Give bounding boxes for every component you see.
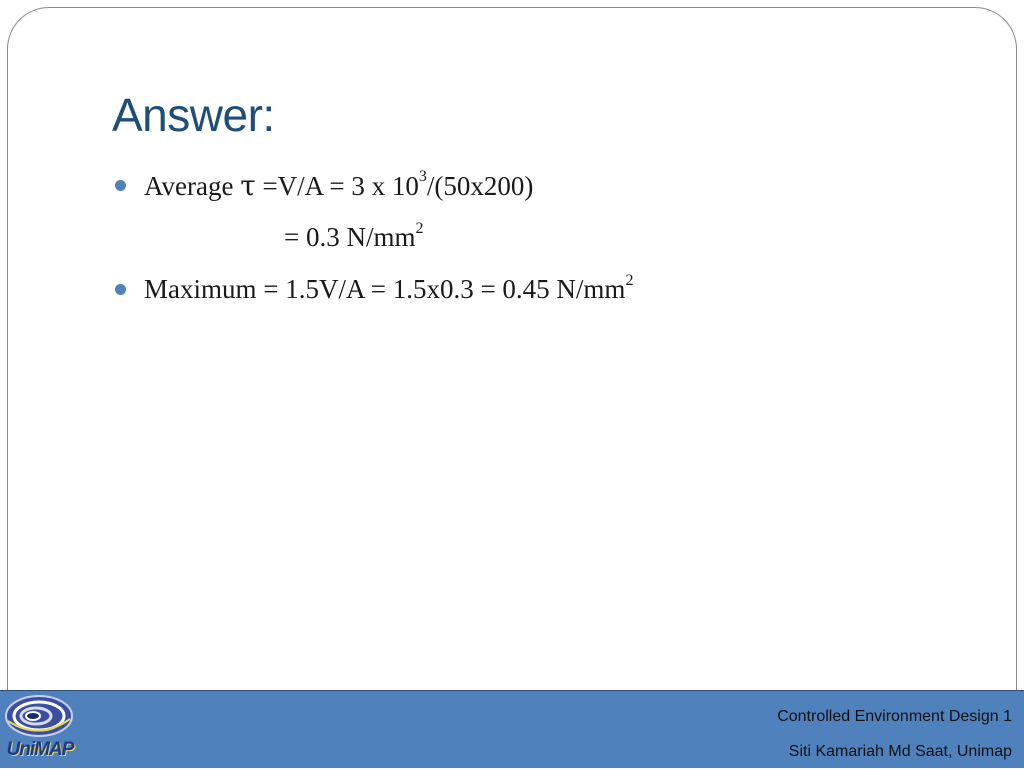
unimap-logo-icon [2,691,76,769]
bullet-text [144,168,534,202]
logo-wordmark: UniMAP [6,739,74,760]
continuation-line [112,220,972,272]
bullet-item-maximum [112,272,972,324]
bullet-text [144,272,634,304]
tau-symbol: τ [240,169,256,202]
bullet-dot-icon [115,180,126,191]
footer-course-title: Controlled Environment Design 1 [777,708,1012,725]
slide-footer [0,690,1024,768]
superscript: 3 [418,168,427,185]
logo-emblem-icon [2,691,76,741]
bullet-prefix: Average [144,171,241,201]
bullet-item-average [112,168,972,220]
slide-content [112,168,972,324]
slide-title: Answer: [112,89,275,141]
bullet-formula: =V/A = 3 x 10 [255,171,419,201]
continuation-text [284,220,424,252]
footer-author: Siti Kamariah Md Saat, Unimap [788,743,1012,760]
bullet-formula: Maximum = 1.5V/A = 1.5x0.3 = 0.45 N/mm [144,274,626,304]
bullet-formula-tail: /(50x200) [426,171,534,201]
bullet-dot-icon [115,284,126,295]
superscript: 2 [415,220,424,237]
superscript: 2 [625,272,634,289]
continuation-formula: = 0.3 N/mm [284,222,416,252]
